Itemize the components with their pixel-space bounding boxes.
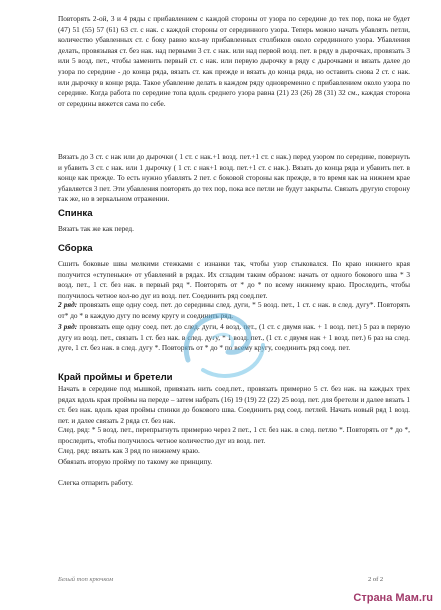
section-title-assembly: Сборка: [58, 243, 93, 254]
armhole-line2: След. ряд: * 5 возд. пет., перепрыгнуть примерно через 2 пет., 1 ст. без нак. в след. петлю *. Повторять от * до *, проследить, чтобы получилось четное количество дуг из возд. пет.: [58, 425, 410, 445]
watermark-swirl-logo: [168, 300, 278, 395]
watermark-brand: Страна Мам.ru: [353, 592, 433, 604]
row2-text: провязать еще одну соед. пет. до середины след. дуги, * 5 возд. пет., 1 ст. с нак. в след. дугу*. Повторять от* до * в каждую дугу по всему кругу и соединить ряд.: [58, 300, 410, 320]
row3-text: провязать еще одну соед. пет. до след. дуги, 4 возд. пет., (1 ст. с двумя нак. + 1 возд. пет.) 5 раз в первую дугу из возд. пет., связать 1 ст. без нак. в след. дугу, * 1 возд. пет., (1 ст. с двумя нак + 1 возд. пет.) 6 раз на след. дуге, 1 ст. без нак. в след. дугу *. Повторять от * до * по всему кругу, соединить ряд соед. пет.: [58, 322, 410, 353]
section-title-armhole: Край проймы и бретели: [58, 372, 173, 383]
middle-paragraph: Вязать до 3 ст. с нак или до дырочки ( 1 ст. с нак.+1 возд. пет.+1 ст. с нак.) перед узором по середине, повернуть и убавить 3 ст. с нак. или 1 дырочку ( 1 ст. с нак+1 возд. пет.+1 ст. с нак.). Вязать до конца ряда и убавить пет. в конце как прежде. То есть нужно убавлять 2 пет. с боковой стороны как прежде, в то время как на нижнем крае убавляется 3 пет. Эти убавления повторять до тех пор, пока все петли не будут закрыты. Связать другую сторону так же, но в зеркальном отражении.: [58, 152, 410, 204]
section-title-back: Спинка: [58, 208, 93, 219]
page-number: 2 of 2: [368, 576, 384, 583]
assembly-text: Сшить боковые швы мелкими стежками с изнанки так, чтобы узор стыковался. По краю нижнего края получится «ступеньки» от убавлений в рядах. Их сгладим таким образом: начать от одного бокового шва * 3 возд. пет., 1 ст. без нак. в первый ряд *. Повторять от * до * по всему нижнему краю. Проследить, чтобы получилось четное кол-во дуг из возд. пет. Соединить ряд соед.пет.: [58, 259, 410, 300]
footer-title: Белый топ крючком: [58, 576, 114, 583]
armhole-line5: Слегка отпарить работу.: [58, 478, 134, 487]
armhole-text: Начать в середине под мышкой, привязать нить соед.пет., провязать примерно 5 ст. без нак. на каждых трех рядах вдоль края проймы на переде – затем набрать (16) 19 (19) 22 (22) 25 возд. пет. для бретели и далее вязать 1 ст. без нак. вдоль края проймы спинки до бокового шва. Соединить ряд соед. петлей. Начать новый ряд 1 возд. пет. и далее связать 2 ряда ст. без нак.: [58, 384, 410, 425]
row3-label: 3 ряд:: [58, 322, 78, 331]
intro-paragraph: Повторять 2-ой, 3 и 4 ряды с прибавлением с каждой стороны от узора по середине до тех пор, пока не будет (47) 51 (55) 57 (61) 63 ст. с нак. с каждой стороны от серединного узора. Теперь можно начать убавлять петли, количество убавленных ст. с боку равно кол-ву прибавленных столбиков около серединного узора. Убавления делать, провязывая ст. без нак. над первыми 3 ст. с нак. или над первой возд. пет. в ряду в дырочках, провязать 3 или 5 возд. пет., чтобы заменить первый ст. с нак. или первую дырочку в ряду с дырочками и вязать далее до узора по середине - до конца ряда, вязать ст. как прежде и вязать до конца ряда, но оставить снова 2 ст. с нак. или дырочку в конце ряда. Такое убавление делать в каждом ряду одновременно с прибавлением около узора по середине. Когда работа по середине топа вдоль среднего узора равна (21) 23 (26) 28 (31) 32 см., каждая сторона от середины вяжется сама по себе.: [58, 14, 410, 108]
armhole-line4: Обвязать вторую пройму по такому же принципу.: [58, 457, 213, 466]
back-text: Вязать так же как перед.: [58, 224, 134, 233]
row2-label: 2 ряд:: [58, 300, 78, 309]
armhole-line3: След. ряд: вязать как 3 ряд по нижнему краю.: [58, 446, 200, 455]
